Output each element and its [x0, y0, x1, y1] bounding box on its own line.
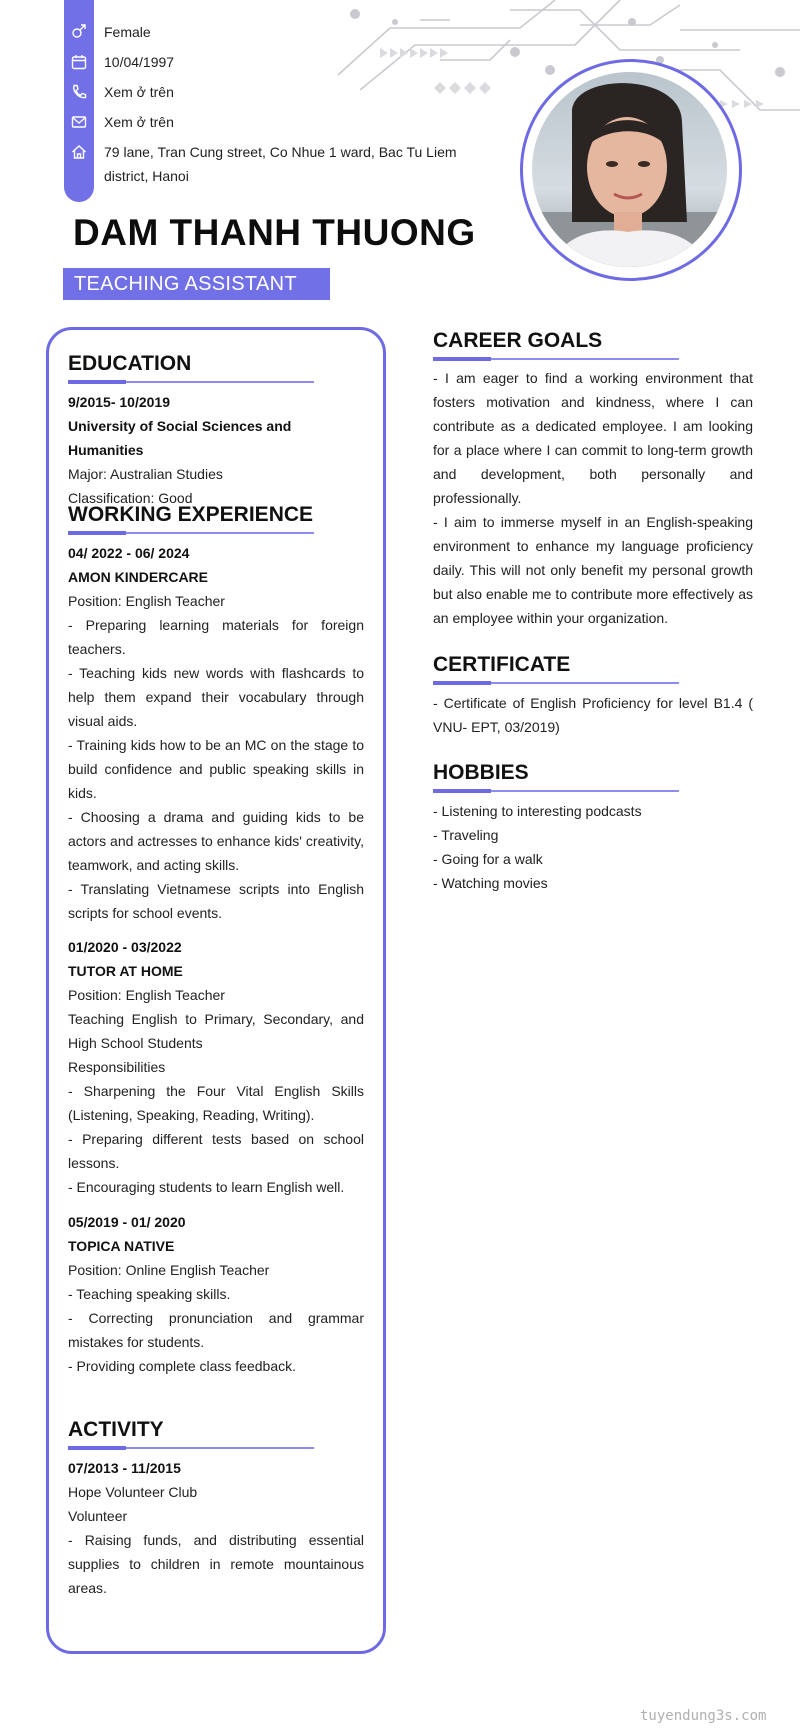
hobby-item: - Listening to interesting podcasts — [433, 803, 642, 819]
section-divider — [433, 358, 679, 360]
job-duty: Responsibilities — [68, 1059, 166, 1075]
contact-birthday — [64, 50, 484, 74]
activity-desc: - Raising funds, and distributing essential supplies to children in remote mountainous areas. — [68, 1532, 364, 1596]
contact-gender — [64, 20, 484, 44]
job-entry-tutor — [68, 935, 364, 1199]
job-duty: - Choosing a drama and guiding kids to be actors and actresses to enhance kids' creativity, teamwork, and acting skills. — [68, 809, 364, 873]
job-period: 04/ 2022 - 06/ 2024 — [68, 545, 190, 561]
contact-phone — [64, 80, 484, 104]
section-divider — [433, 790, 679, 792]
job-duty: - Teaching speaking skills. — [68, 1286, 231, 1302]
activity-block — [68, 1456, 364, 1600]
home-icon — [69, 143, 89, 161]
job-period: 01/2020 - 03/2022 — [68, 939, 182, 955]
job-duty: - Teaching kids new words with flashcards to help them expand their vocabulary through visual aids. — [68, 665, 364, 729]
job-duty: - Preparing different tests based on school lessons. — [68, 1131, 364, 1171]
job-entry-topica — [68, 1210, 364, 1378]
education-heading: EDUCATION — [68, 352, 192, 375]
job-duty: - Translating Vietnamese scripts into English scripts for school events. — [68, 881, 364, 921]
job-company: TUTOR AT HOME — [68, 963, 183, 979]
career-goals-heading: CAREER GOALS — [433, 329, 603, 352]
activity-period: 07/2013 - 11/2015 — [68, 1460, 181, 1476]
section-divider — [433, 682, 679, 684]
section-divider — [68, 1447, 314, 1449]
education-school: University of Social Sciences and Humanities — [68, 418, 292, 458]
job-duty: Teaching English to Primary, Secondary, and High School Students — [68, 1011, 364, 1051]
watermark: tuyendung3s.com — [640, 1708, 767, 1724]
certificate-text: - Certificate of English Proficiency for level B1.4 ( VNU- EPT, 03/2019) — [433, 695, 753, 735]
contact-email — [64, 110, 484, 134]
job-duty: - Encouraging students to learn English well. — [68, 1179, 345, 1195]
career-goal-paragraph: - I aim to immerse myself in an English-speaking environment to enhance my language proficiency daily. This will not only benefit my personal growth but also enable me to contribute more effectively as an employee within your organization. — [433, 514, 753, 626]
experience-heading: WORKING EXPERIENCE — [68, 503, 314, 526]
job-position: Position: English Teacher — [68, 987, 225, 1003]
career-goal-paragraph: - I am eager to find a working environment that fosters motivation and kindness, where I can contribute as a dedicated employee. I am looking for a place where I can commit to long-term growth and development, both personally and professionally. — [433, 370, 753, 506]
candidate-name: DAM THANH THUONG — [73, 212, 476, 253]
contact-address — [64, 140, 484, 188]
hobby-item: - Watching movies — [433, 875, 548, 891]
job-position: Position: Online English Teacher — [68, 1262, 270, 1278]
education-major: Major: Australian Studies — [68, 466, 223, 482]
education-period: 9/2015- 10/2019 — [68, 394, 170, 410]
email-text: Xem ở trên — [104, 114, 174, 130]
job-duty: - Sharpening the Four Vital English Skills (Listening, Speaking, Reading, Writing). — [68, 1083, 364, 1123]
address-text: 79 lane, Tran Cung street, Co Nhue 1 ward, Bac Tu Liem district, Hanoi — [104, 144, 457, 184]
job-period: 05/2019 - 01/ 2020 — [68, 1214, 186, 1230]
job-title: TEACHING ASSISTANT — [63, 268, 330, 300]
certificate-block — [433, 691, 753, 739]
education-classification: Classification: Good — [68, 490, 193, 506]
job-duty: - Providing complete class feedback. — [68, 1358, 296, 1374]
hobby-item: - Going for a walk — [433, 851, 543, 867]
education-block — [68, 390, 364, 510]
calendar-icon — [69, 53, 89, 71]
activity-org: Hope Volunteer Club — [68, 1484, 198, 1500]
section-divider — [68, 381, 314, 383]
phone-icon — [69, 83, 89, 101]
certificate-heading: CERTIFICATE — [433, 653, 571, 676]
job-position: Position: English Teacher — [68, 593, 225, 609]
hobby-item: - Traveling — [433, 827, 499, 843]
career-goals-block — [433, 366, 753, 630]
mail-icon — [69, 113, 89, 131]
job-company: AMON KINDERCARE — [68, 569, 208, 585]
birthday-text: 10/04/1997 — [104, 54, 175, 70]
activity-role: Volunteer — [68, 1508, 128, 1524]
job-duty: - Correcting pronunciation and grammar mistakes for students. — [68, 1310, 364, 1350]
hobbies-heading: HOBBIES — [433, 761, 529, 784]
gender-icon — [69, 23, 89, 41]
job-duty: - Training kids how to be an MC on the stage to build confidence and public speaking skills in kids. — [68, 737, 364, 801]
section-divider — [68, 532, 314, 534]
job-entry-amon — [68, 541, 364, 925]
phone-text: Xem ở trên — [104, 84, 174, 100]
activity-heading: ACTIVITY — [68, 1418, 164, 1441]
job-company: TOPICA NATIVE — [68, 1238, 175, 1254]
job-duty: - Preparing learning materials for foreign teachers. — [68, 617, 364, 657]
profile-photo — [532, 72, 727, 267]
gender-text: Female — [104, 24, 151, 40]
hobbies-block — [433, 799, 753, 895]
